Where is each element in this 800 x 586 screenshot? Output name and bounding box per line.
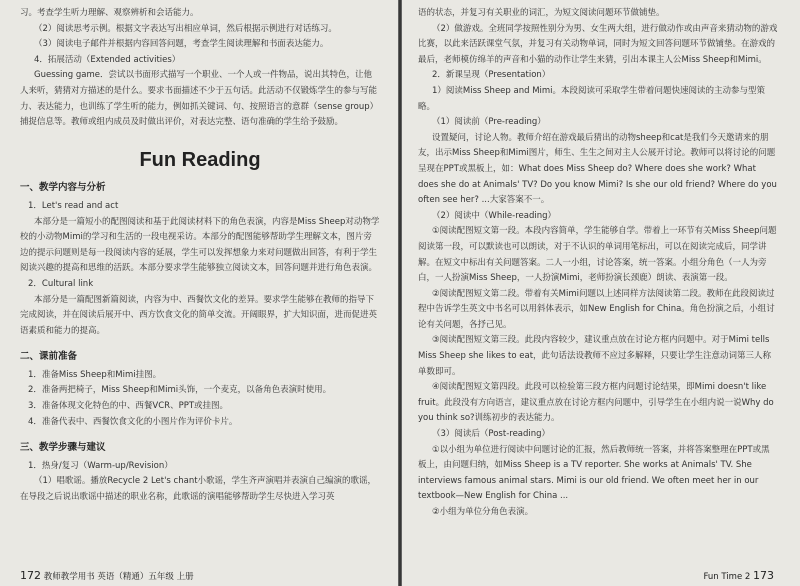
sub-heading: 1．热身/复习（Warm-up/Revision） [28,460,173,471]
list-item: 2．准备两把椅子，Miss Sheep和Mimi头饰，一个麦克，以备角色表演时使用。 [28,385,332,396]
paragraph: ②小组为单位分角色表演。 [432,507,534,517]
paragraph: （1）唱歌谣。播放Recycle 2 Let's chant小歌谣，学生齐声演唱并表演自己编演的歌谣，在导段之后说出歌谣中描述的职业名称，此歌谣的演唱能够帮助学生尽快进入学习英 [20,476,377,503]
text-line: 习。考查学生听力理解、观察辨析和会话能力。 [20,8,199,18]
paragraph: 本部分是一篇配图新篇阅读，内容为中、西餐饮文化的差异。要求学生能够在教师的指导下完成阅读，并在阅读后展开中、西方饮食文化的简单交流。开阔眼界，扩大知识面，进而促进英语素质和能力的提高。 [20,294,378,336]
paragraph: 1）阅读Miss Sheep and Mimi。本段阅读可采取学生带着问题快速阅读的主动参与型策略。 [418,85,766,112]
sub-heading: （2）阅读中（While-reading） [432,210,557,221]
text-line: Guessing game．尝试以书面形式描写一个职业、一个人或一件物品，说出其特色，让他人来听，猜猜对方描述的是什么。要求书面描述不少于五句话。此活动不仅锻炼学生的参与写能力、表达能力，也训练了学生听的能力，例如抓关键词、句、按照语言的意群（sense group）捕捉信息等。教师或组内成员及时做出评价，对表达完整、语句准确的学生给予鼓励。 [20,70,379,128]
left-footer [20,569,194,582]
paragraph: ②阅读配图短文第二段。带着有关Mimi问题以上述同样方法阅读第二段。教师在此段阅读过程中告诉学生英文中书名可以用斜体表示，如New English for China。角色扮演之后，小组讨论有关问题，各抒己见。 [418,288,775,330]
list-item: 3．准备体现文化特色的中、西餐VCR、PPT或挂图。 [28,401,229,412]
page-number: 173 [753,569,774,582]
paragraph: ③阅读配图短文第三段。此段内容较少，建议重点放在讨论方框内问题中。对于Mimi tells Miss Sheep she likes to eat，此句话法设教师不应过多解释，只要让学生注意动词第三人称单数即可。 [418,335,772,377]
section-heading: 二、课前准备 [20,351,78,363]
book-title: 教师教学用书 英语（精通）五年级 上册 [43,572,194,582]
page-number: 172 [20,569,41,582]
section-title: Fun Reading [139,148,261,171]
paragraph: 本部分是一篇短小的配图阅读和基于此阅读材料下的角色表演，内容是Miss Sheep对动物学校的小动物Mimi的学习和生活的一段电视采访。本部分的配图能够帮助学生理解文本，图片旁边的提示问题则是每一段阅读内容的延展，学生可以发挥想象力来对问题做出回答，有利于学生阅读兴趣的提高和思维的活跃。本部分要求学生能够独立阅读文本，回答问题并进行角色表演。 [20,216,380,274]
right-page-content [418,6,778,521]
left-page [0,0,398,586]
text-line: （2）阅读思考示例。根据文字表达写出相应单词，然后根据示例进行对话练习。 [34,23,337,34]
text-line: 4．拓展活动（Extended activities） [34,54,181,65]
list-item: 1．准备Miss Sheep和Mimi挂图。 [28,369,162,380]
sub-heading: 1．Let's read and act [28,200,119,211]
unit-label: Fun Time 2 [703,572,751,582]
right-page [402,0,800,586]
paragraph: ①阅读配图短文第一段。本段内容简单，学生能够自学。带着上一环节有关Miss Sheep问题阅读第一段，可以默读也可以朗读，对于不认识的单词用笔标出，可以在阅读完成后，同学讲解。在短文中标出有关问题答案。二人一小组，讨论答案，统一答案。小组分角色（一人为旁白，一人扮演Miss Sheep，一人扮演Mimi，老师扮演长颈鹿）朗读、表演第一段。 [418,226,777,284]
section-heading: 三、教学步骤与建议 [20,442,106,454]
paragraph: ④阅读配图短文第四段。此段可以检验第三段方框内问题讨论结果，即Mimi doesn't like fruit。此段没有方向语言，建议重点放在讨论方框内问题中，引导学生在小组内说一说Why do you think so?训练初步的表达能力。 [418,382,774,424]
paragraph: 设置疑问，讨论人物。教师介绍在游戏最后猜出的动物sheep和cat是我们今天邀请来的朋友，出示Miss Sheep和Mimi图片，师生、生生之间对主人公展开讨论。教师可以将讨论的问题呈现在PPT或黑板上，如：What does Miss Sheep do? Where does she work? What does she do at Animals' TV? Do you know Mimi? Is she our old friend? Where do you often see her? ...大家答案不一。 [418,132,777,206]
section-heading: 一、教学内容与分析 [20,182,106,194]
sub-heading: 2．Cultural link [28,278,94,289]
text-line: 语的状态，并复习有关职业的词汇，为短文阅读问题环节做铺垫。 [418,8,665,18]
right-footer [703,569,774,582]
paragraph: （2）做游戏。全班同学按照性别分为男、女生两大组，进行做动作或由声音来猜动物的游戏比赛，以此来活跃课堂气氛，并复习有关动物单词，同时为短文回答问题环节做铺垫。在游戏的最后，老师模仿绵羊的声音和小猫的动作让学生来猜，引出本课主人公Miss Sheep和Mimi。 [418,23,778,65]
sub-heading: 2．新课呈现（Presentation） [432,70,551,81]
left-page-content [20,6,380,506]
list-item: 4．准备代表中、西餐饮食文化的小图片作为评价卡片。 [28,416,238,427]
sub-heading: （1）阅读前（Pre-reading） [432,117,546,128]
text-line: （3）阅读电子邮件并根据内容回答问题，考查学生阅读理解和书面表达能力。 [34,39,329,50]
paragraph: ①以小组为单位进行阅读中问题讨论的汇报，然后教师统一答案，并将答案整理在PPT或黑板上，由问题归纳，如Miss Sheep is a TV reporter. She works at Animals' TV. She interviews famous animal stars. Mimi is our old friend. We often meet her in our textbook—New English for China ... [418,444,770,502]
sub-heading: （3）阅读后（Post-reading） [432,429,551,440]
